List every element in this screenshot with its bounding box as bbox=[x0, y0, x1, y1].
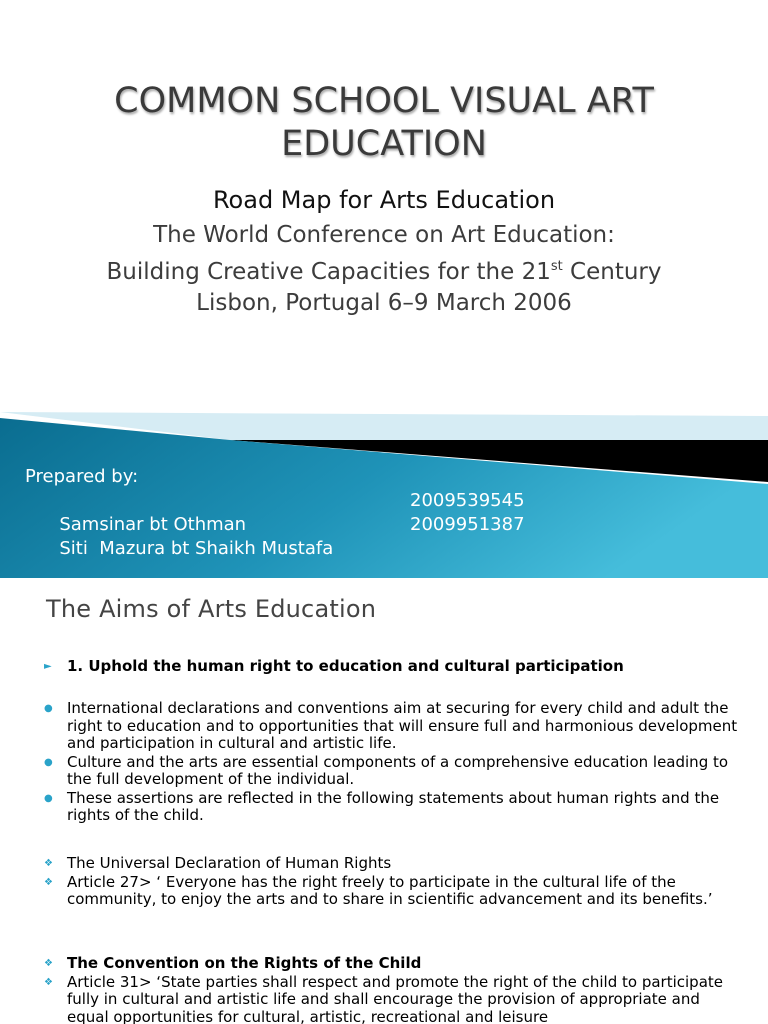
content-slide-title: The Aims of Arts Education bbox=[46, 595, 377, 623]
theme-text-end: Century bbox=[562, 259, 662, 285]
slide-subtitle: Road Map for Arts Education bbox=[212, 186, 556, 214]
prepared-by-block bbox=[25, 465, 745, 559]
slide-title bbox=[0, 80, 768, 165]
diamond-bullet-icon: ❖ bbox=[44, 976, 53, 988]
list-item bbox=[44, 790, 744, 825]
conference-location-date: Lisbon, Portugal 6–9 March 2006 bbox=[196, 290, 572, 316]
crc-heading bbox=[44, 955, 744, 973]
triangle-bullet-icon: ► bbox=[44, 661, 52, 672]
list-item-text: International declarations and conventions aim at securing for every child and adult the right to education and to opportunities that will ensure full and harmonious development and participation in cultural and artistic life. bbox=[67, 699, 738, 752]
theme-text: Building Creative Capacities for the 21 bbox=[106, 259, 551, 285]
aim-heading-text: 1. Uphold the human right to education and cultural participation bbox=[67, 657, 624, 675]
aim-bullets bbox=[44, 700, 744, 825]
dot-bullet-icon: ● bbox=[44, 703, 53, 714]
dot-bullet-icon: ● bbox=[44, 792, 53, 804]
crc-block bbox=[44, 955, 744, 1024]
author-name: Siti Mazura bt Shaikh Mustafa bbox=[59, 538, 334, 559]
theme-superscript: st bbox=[550, 259, 563, 274]
author-name: Samsinar bt Othman bbox=[59, 514, 247, 535]
crc-heading-text: The Convention on the Rights of the Child bbox=[67, 954, 422, 972]
udhr-heading bbox=[44, 855, 744, 873]
list-item-text: These assertions are reflected in the following statements about human rights and the rights of the child. bbox=[67, 788, 720, 824]
udhr-article-text: Article 27> ‘ Everyone has the right freely to participate in the cultural life of the community, to enjoy the arts and to share in scientific advancement and its benefits.’ bbox=[67, 872, 713, 908]
author-row bbox=[25, 513, 745, 559]
conference-theme bbox=[0, 251, 768, 288]
udhr-article bbox=[44, 874, 744, 909]
list-item bbox=[44, 754, 744, 789]
slide-title-line2: EDUCATION bbox=[281, 123, 487, 164]
udhr-heading-text: The Universal Declaration of Human Rights bbox=[67, 854, 392, 872]
author-id: 2009951387 bbox=[410, 514, 525, 535]
aim-heading bbox=[44, 658, 744, 676]
prepared-by-label: Prepared by: bbox=[25, 466, 139, 487]
conference-name: The World Conference on Art Education: bbox=[153, 222, 615, 248]
content-slide bbox=[0, 578, 768, 1024]
diamond-bullet-icon: ❖ bbox=[44, 858, 53, 869]
list-item bbox=[44, 700, 744, 753]
aim-heading-block bbox=[44, 658, 744, 676]
dot-bullet-icon: ● bbox=[44, 756, 53, 768]
diamond-bullet-icon: ❖ bbox=[44, 958, 53, 969]
conference-info bbox=[0, 220, 768, 319]
list-item-text: Culture and the arts are essential components of a comprehensive education leading to the full development of the individual. bbox=[67, 752, 729, 788]
udhr-block bbox=[44, 855, 744, 909]
crc-article bbox=[44, 974, 744, 1024]
slide-title-line1: COMMON SCHOOL VISUAL ART bbox=[114, 81, 654, 121]
crc-article-text: Article 31> ‘State parties shall respect and promote the right of the child to participate fully in cultural and artistic life and shall encourage the provision of appropriate and equal opportunities for cultural, artistic, recreational and leisure bbox=[67, 972, 724, 1024]
diamond-bullet-icon: ❖ bbox=[44, 876, 53, 888]
author-id: 2009539545 bbox=[410, 490, 525, 511]
